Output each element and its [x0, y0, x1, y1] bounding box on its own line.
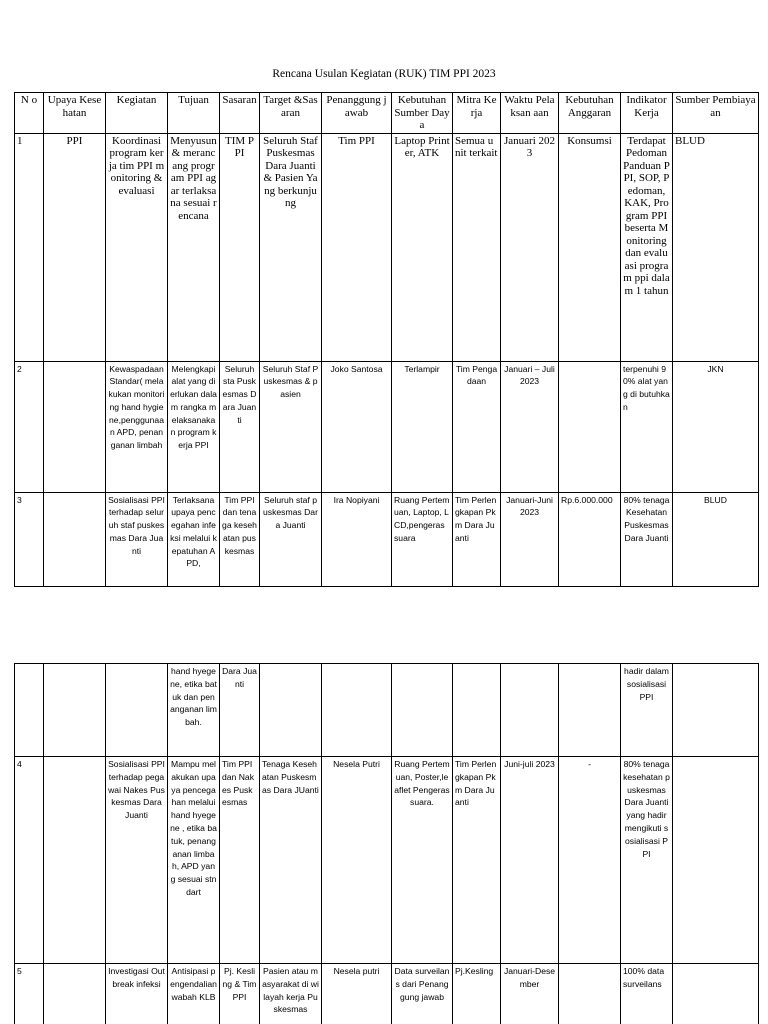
table-row	[15, 757, 759, 964]
cell-pj: Nesela putri	[322, 964, 392, 1024]
cell-sasaran: Seluruh sta Puskesmas Dara Juanti	[220, 361, 260, 492]
cell-pj: Joko Santosa	[322, 361, 392, 492]
header-target: Target &Sasaran	[260, 93, 322, 134]
header-pembiayaan: Sumber Pembiayaan	[673, 93, 759, 134]
ruk-table-continued	[14, 663, 759, 1024]
cell-upaya	[44, 664, 106, 757]
cell-pj: Nesela Putri	[322, 757, 392, 964]
cell-waktu: Juni-juli 2023	[501, 757, 559, 964]
cell-kegiatan: Kewaspadaan Standar( melakukan monitoring hand hygiene,penggunaan APD, penanganan limbah	[106, 361, 168, 492]
page-gap	[0, 590, 768, 600]
cell-pj: Tim PPI	[322, 133, 392, 361]
cell-waktu: Januari 2023	[501, 133, 559, 361]
header-mitra: Mitra Kerja	[453, 93, 501, 134]
cell-no: 3	[15, 492, 44, 586]
cell-mitra: Pj.Kesling	[453, 964, 501, 1024]
cell-mitra: Tim Perlengkapan Pkm Dara Juanti	[453, 757, 501, 964]
cell-waktu: Januari – Juli 2023	[501, 361, 559, 492]
cell-sumber-daya	[392, 664, 453, 757]
cell-waktu: Januari-Juni 2023	[501, 492, 559, 586]
cell-anggaran: -	[559, 757, 621, 964]
cell-sumber-daya: Laptop Printer, ATK	[392, 133, 453, 361]
cell-waktu	[501, 664, 559, 757]
header-indikator: Indikator Kerja	[621, 93, 673, 134]
header-sasaran: Sasaran	[220, 93, 260, 134]
cell-anggaran	[559, 361, 621, 492]
cell-indikator: hadir dalam sosialisasi PPI	[621, 664, 673, 757]
cell-target: Seluruh staf puskesmas Dara Juanti	[260, 492, 322, 586]
cell-tujuan: hand hyegene, etika batuk dan penanganan limbah.	[168, 664, 220, 757]
cell-indikator: 80% tenaga kesehatan puskesmas Dara Juanti yang hadir mengikuti sosialisasi PPI	[621, 757, 673, 964]
cell-sasaran: Pj. Kesling & Tim PPI	[220, 964, 260, 1024]
header-anggaran: Kebutuhan Anggaran	[559, 93, 621, 134]
cell-tujuan: Antisipasi pengendalian wabah KLB	[168, 964, 220, 1024]
table-row	[15, 361, 759, 492]
cell-pj	[322, 664, 392, 757]
table-header-row	[15, 93, 759, 134]
cell-sasaran: TIM PPI	[220, 133, 260, 361]
header-sumber-daya: Kebutuhan Sumber Daya	[392, 93, 453, 134]
header-pj: Penanggung jawab	[322, 93, 392, 134]
cell-no	[15, 664, 44, 757]
header-waktu: Waktu Pelaksan aan	[501, 93, 559, 134]
header-tujuan: Tujuan	[168, 93, 220, 134]
cell-mitra: Semua unit terkait	[453, 133, 501, 361]
cell-tujuan: Menyusun & merancang program PPI agar terlaksana sesuai rencana	[168, 133, 220, 361]
cell-upaya	[44, 492, 106, 586]
document-page-2	[0, 600, 768, 1024]
cell-sumber-daya: Ruang Pertemuan, Poster,leaflet Pengeras suara.	[392, 757, 453, 964]
cell-no: 1	[15, 133, 44, 361]
cell-kegiatan: Sosialisasi PPI terhadap seluruh staf puskesmas Dara Juanti	[106, 492, 168, 586]
header-upaya: Upaya Kesehatan	[44, 93, 106, 134]
cell-no: 4	[15, 757, 44, 964]
cell-anggaran	[559, 664, 621, 757]
cell-tujuan: Mampu melakukan upaya pencegahan melalui hand hyegene , etika batuk, penanganan limbah, APD yang sesuai stndart	[168, 757, 220, 964]
cell-upaya	[44, 361, 106, 492]
cell-pembiayaan	[673, 964, 759, 1024]
cell-target: Tenaga Kesehatan Puskesmas Dara JUanti	[260, 757, 322, 964]
cell-sasaran: Tim PPI dan tenaga kesehatan puskesmas	[220, 492, 260, 586]
header-no: N o	[15, 93, 44, 134]
cell-no: 5	[15, 964, 44, 1024]
table-row	[15, 133, 759, 361]
cell-waktu: Januari-Desember	[501, 964, 559, 1024]
cell-target: Pasien atau masyarakat di wilayah kerja Puskesmas	[260, 964, 322, 1024]
cell-target	[260, 664, 322, 757]
cell-target: Seluruh Staf Puskesmas Dara Juanti & Pasien Yang berkunjung	[260, 133, 322, 361]
cell-mitra	[453, 664, 501, 757]
cell-anggaran	[559, 964, 621, 1024]
cell-kegiatan	[106, 664, 168, 757]
cell-anggaran: Konsumsi	[559, 133, 621, 361]
cell-kegiatan: Investigasi Outbreak infeksi	[106, 964, 168, 1024]
cell-anggaran: Rp.6.000.000	[559, 492, 621, 586]
cell-sasaran: Dara Juanti	[220, 664, 260, 757]
cell-indikator: 100% data surveilans	[621, 964, 673, 1024]
cell-pembiayaan: BLUD	[673, 492, 759, 586]
cell-sumber-daya: Terlampir	[392, 361, 453, 492]
cell-upaya	[44, 964, 106, 1024]
cell-pembiayaan: JKN	[673, 361, 759, 492]
cell-kegiatan: Sosialisasi PPI terhadap pegawai Nakes Puskesmas Dara Juanti	[106, 757, 168, 964]
cell-no: 2	[15, 361, 44, 492]
document-title: Rencana Usulan Kegiatan (RUK) TIM PPI 2023	[272, 68, 496, 80]
cell-target: Seluruh Staf Puskesmas & pasien	[260, 361, 322, 492]
cell-tujuan: Melengkapi alat yang dierlukan dalam rangka melaksanakan program kerja PPI	[168, 361, 220, 492]
table-row	[15, 664, 759, 757]
cell-sumber-daya: Ruang Pertemuan, Laptop, LCD,pengeras suara	[392, 492, 453, 586]
table-row	[15, 492, 759, 586]
ruk-table	[14, 92, 759, 587]
cell-kegiatan: Koordinasi program kerja tim PPI monitoring & evaluasi	[106, 133, 168, 361]
table-row	[15, 964, 759, 1024]
cell-upaya: PPI	[44, 133, 106, 361]
header-kegiatan: Kegiatan	[106, 93, 168, 134]
cell-pembiayaan	[673, 664, 759, 757]
cell-mitra: Tim Pengadaan	[453, 361, 501, 492]
cell-pembiayaan	[673, 757, 759, 964]
cell-pembiayaan: BLUD	[673, 133, 759, 361]
cell-indikator: 80% tenaga Kesehatan Puskesmas Dara Juanti	[621, 492, 673, 586]
cell-sumber-daya: Data surveilans dari Penanggung jawab	[392, 964, 453, 1024]
cell-indikator: Terdapat Pedoman Panduan PPI, SOP, Pedoman, KAK, Program PPI beserta Monitoring dan evaluasi program ppi dalam 1 tahun	[621, 133, 673, 361]
cell-indikator: terpenuhi 90% alat yang di butuhkan	[621, 361, 673, 492]
cell-upaya	[44, 757, 106, 964]
cell-sasaran: Tim PPI dan Nakes Puskesmas	[220, 757, 260, 964]
cell-pj: Ira Nopiyani	[322, 492, 392, 586]
cell-tujuan: Terlaksana upaya pencegahan infeksi melalui kepatuhan APD,	[168, 492, 220, 586]
cell-mitra: Tim Perlengkapan Pkm Dara Juanti	[453, 492, 501, 586]
